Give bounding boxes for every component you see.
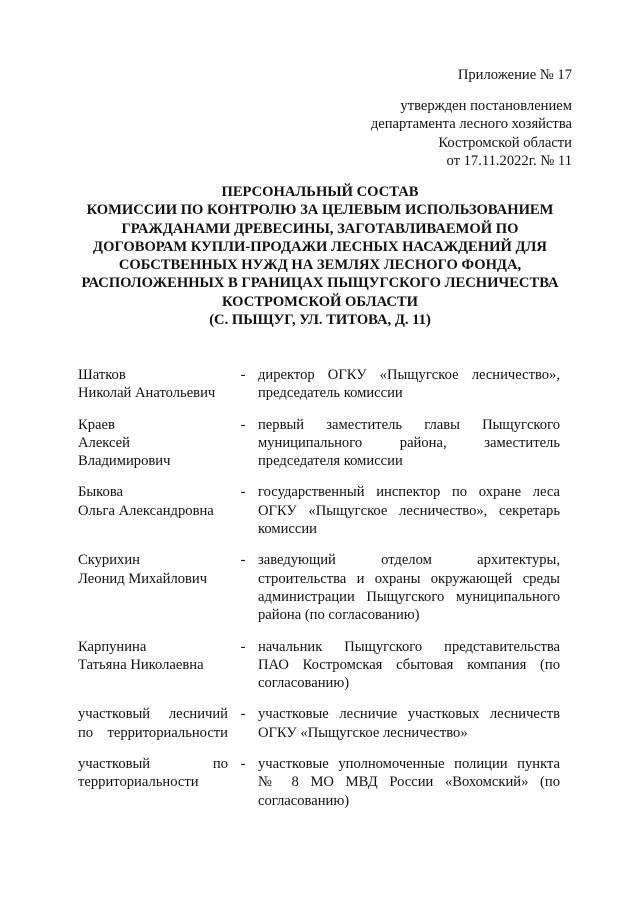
member-row-district-officer (78, 755, 560, 810)
member-row-karpunina (78, 638, 560, 693)
title-line: ГРАЖДАНАМИ ДРЕВЕСИНЫ, ЗАГОТАВЛИВАЕМОЙ ПО (121, 220, 519, 237)
member-row-skurikhin (78, 551, 560, 624)
role-text: директор ОГКУ «Пыщугское лесничество», (258, 367, 560, 383)
member-title: по территориальности (78, 724, 228, 741)
member-role (258, 755, 560, 810)
title-line: ПЕРСОНАЛЬНЫЙ СОСТАВ (221, 184, 419, 200)
member-surname: Быкова (78, 484, 124, 501)
commission-members-list (78, 366, 560, 810)
title-address: (С. ПЫЩУГ, УЛ. ТИТОВА, Д. 11) (209, 312, 431, 329)
member-patronymic: Владимирович (78, 453, 171, 470)
member-surname: Краев (78, 416, 115, 433)
title-line: ДОГОВОРАМ КУПЛИ-ПРОДАЖИ ЛЕСНЫХ НАСАЖДЕНИЙ ДЛЯ (93, 238, 547, 255)
member-name (78, 638, 228, 693)
document-title (68, 183, 572, 329)
member-row-kraev (78, 416, 560, 471)
member-surname: Скурихин (78, 552, 140, 569)
title-line: КОСТРОМСКОЙ ОБЛАСТИ (221, 293, 419, 310)
member-name (78, 551, 228, 624)
role-text: председатель комиссии (258, 385, 403, 402)
member-role (258, 483, 560, 538)
role-text: заведующий отделом архитектуры, (258, 552, 560, 569)
member-title: участковый лесничий (78, 706, 228, 723)
separator-dash: - (240, 416, 246, 433)
member-name (78, 366, 228, 403)
separator-dash: - (240, 484, 246, 501)
title-line: РАСПОЛОЖЕННЫХ В ГРАНИЦАХ ПЫЩУГСКОГО ЛЕСНИЧЕСТВА (81, 275, 559, 292)
member-row-shatkov (78, 366, 560, 403)
member-role (258, 366, 560, 403)
member-role (258, 705, 560, 742)
appendix-number: Приложение № 17 (457, 67, 572, 83)
role-text: первый заместитель главы Пыщугского (258, 416, 560, 433)
member-surname: Шатков (78, 367, 126, 383)
title-line: КОМИССИИ ПО КОНТРОЛЮ ЗА ЦЕЛЕВЫМ ИСПОЛЬЗОВАНИЕМ (86, 202, 554, 219)
role-text: ОГКУ «Пыщугское лесничество», секретарь (258, 502, 560, 519)
member-role (258, 416, 560, 471)
role-text: № 8 МО МВД России «Вохомский» (по (258, 774, 560, 791)
approval-line: утвержден постановлением (400, 98, 572, 114)
member-row-district-forester (78, 705, 560, 742)
separator-dash: - (240, 756, 246, 773)
member-given-names: Николай Анатольевич (78, 385, 216, 402)
role-text: комиссии (258, 521, 317, 538)
role-text: начальник Пыщугского представительства (258, 638, 560, 655)
role-text: района (по согласованию) (258, 607, 420, 624)
role-text: ОГКУ «Пыщугское лесничество» (258, 724, 468, 741)
separator-dash: - (240, 706, 246, 723)
member-title: территориальности (78, 774, 199, 791)
member-role (258, 551, 560, 624)
approval-block (371, 97, 572, 170)
separator-dash: - (240, 552, 246, 569)
role-text: согласованию) (258, 792, 350, 809)
role-text: ПАО Костромская сбытовая компания (по (258, 656, 560, 673)
role-text: председателя комиссии (258, 453, 403, 470)
member-first-name: Алексей (78, 434, 130, 451)
separator-dash: - (240, 367, 246, 383)
member-name (78, 705, 228, 742)
member-given-names: Татьяна Николаевна (78, 656, 204, 673)
role-text: строительства и охраны окружающей среды (258, 570, 560, 587)
member-name (78, 416, 228, 471)
role-text: согласованию) (258, 675, 350, 692)
separator-dash: - (240, 638, 246, 655)
member-name (78, 483, 228, 538)
title-line: СОБСТВЕННЫХ НУЖД НА ЗЕМЛЯХ ЛЕСНОГО ФОНДА, (118, 257, 522, 274)
role-text: участковые уполномоченные полиции пункта (258, 756, 560, 773)
approval-line: департамента лесного хозяйства (370, 116, 572, 133)
member-name (78, 755, 228, 810)
approval-line: Костромской области (438, 134, 572, 151)
member-row-bykova (78, 483, 560, 538)
role-text: участковые лесничие участковых лесничеств (258, 706, 560, 723)
role-text: администрации Пыщугского муниципального (258, 588, 560, 605)
role-text: муниципального района, заместитель (258, 434, 560, 451)
approval-date: от 17.11.2022г. № 11 (446, 152, 572, 169)
member-given-names: Леонид Михайлович (78, 570, 208, 587)
member-given-names: Ольга Александровна (78, 502, 214, 519)
member-title: участковый по (78, 756, 228, 773)
member-surname: Карпунина (78, 638, 147, 655)
role-text: государственный инспектор по охране леса (258, 484, 560, 501)
member-role (258, 638, 560, 693)
